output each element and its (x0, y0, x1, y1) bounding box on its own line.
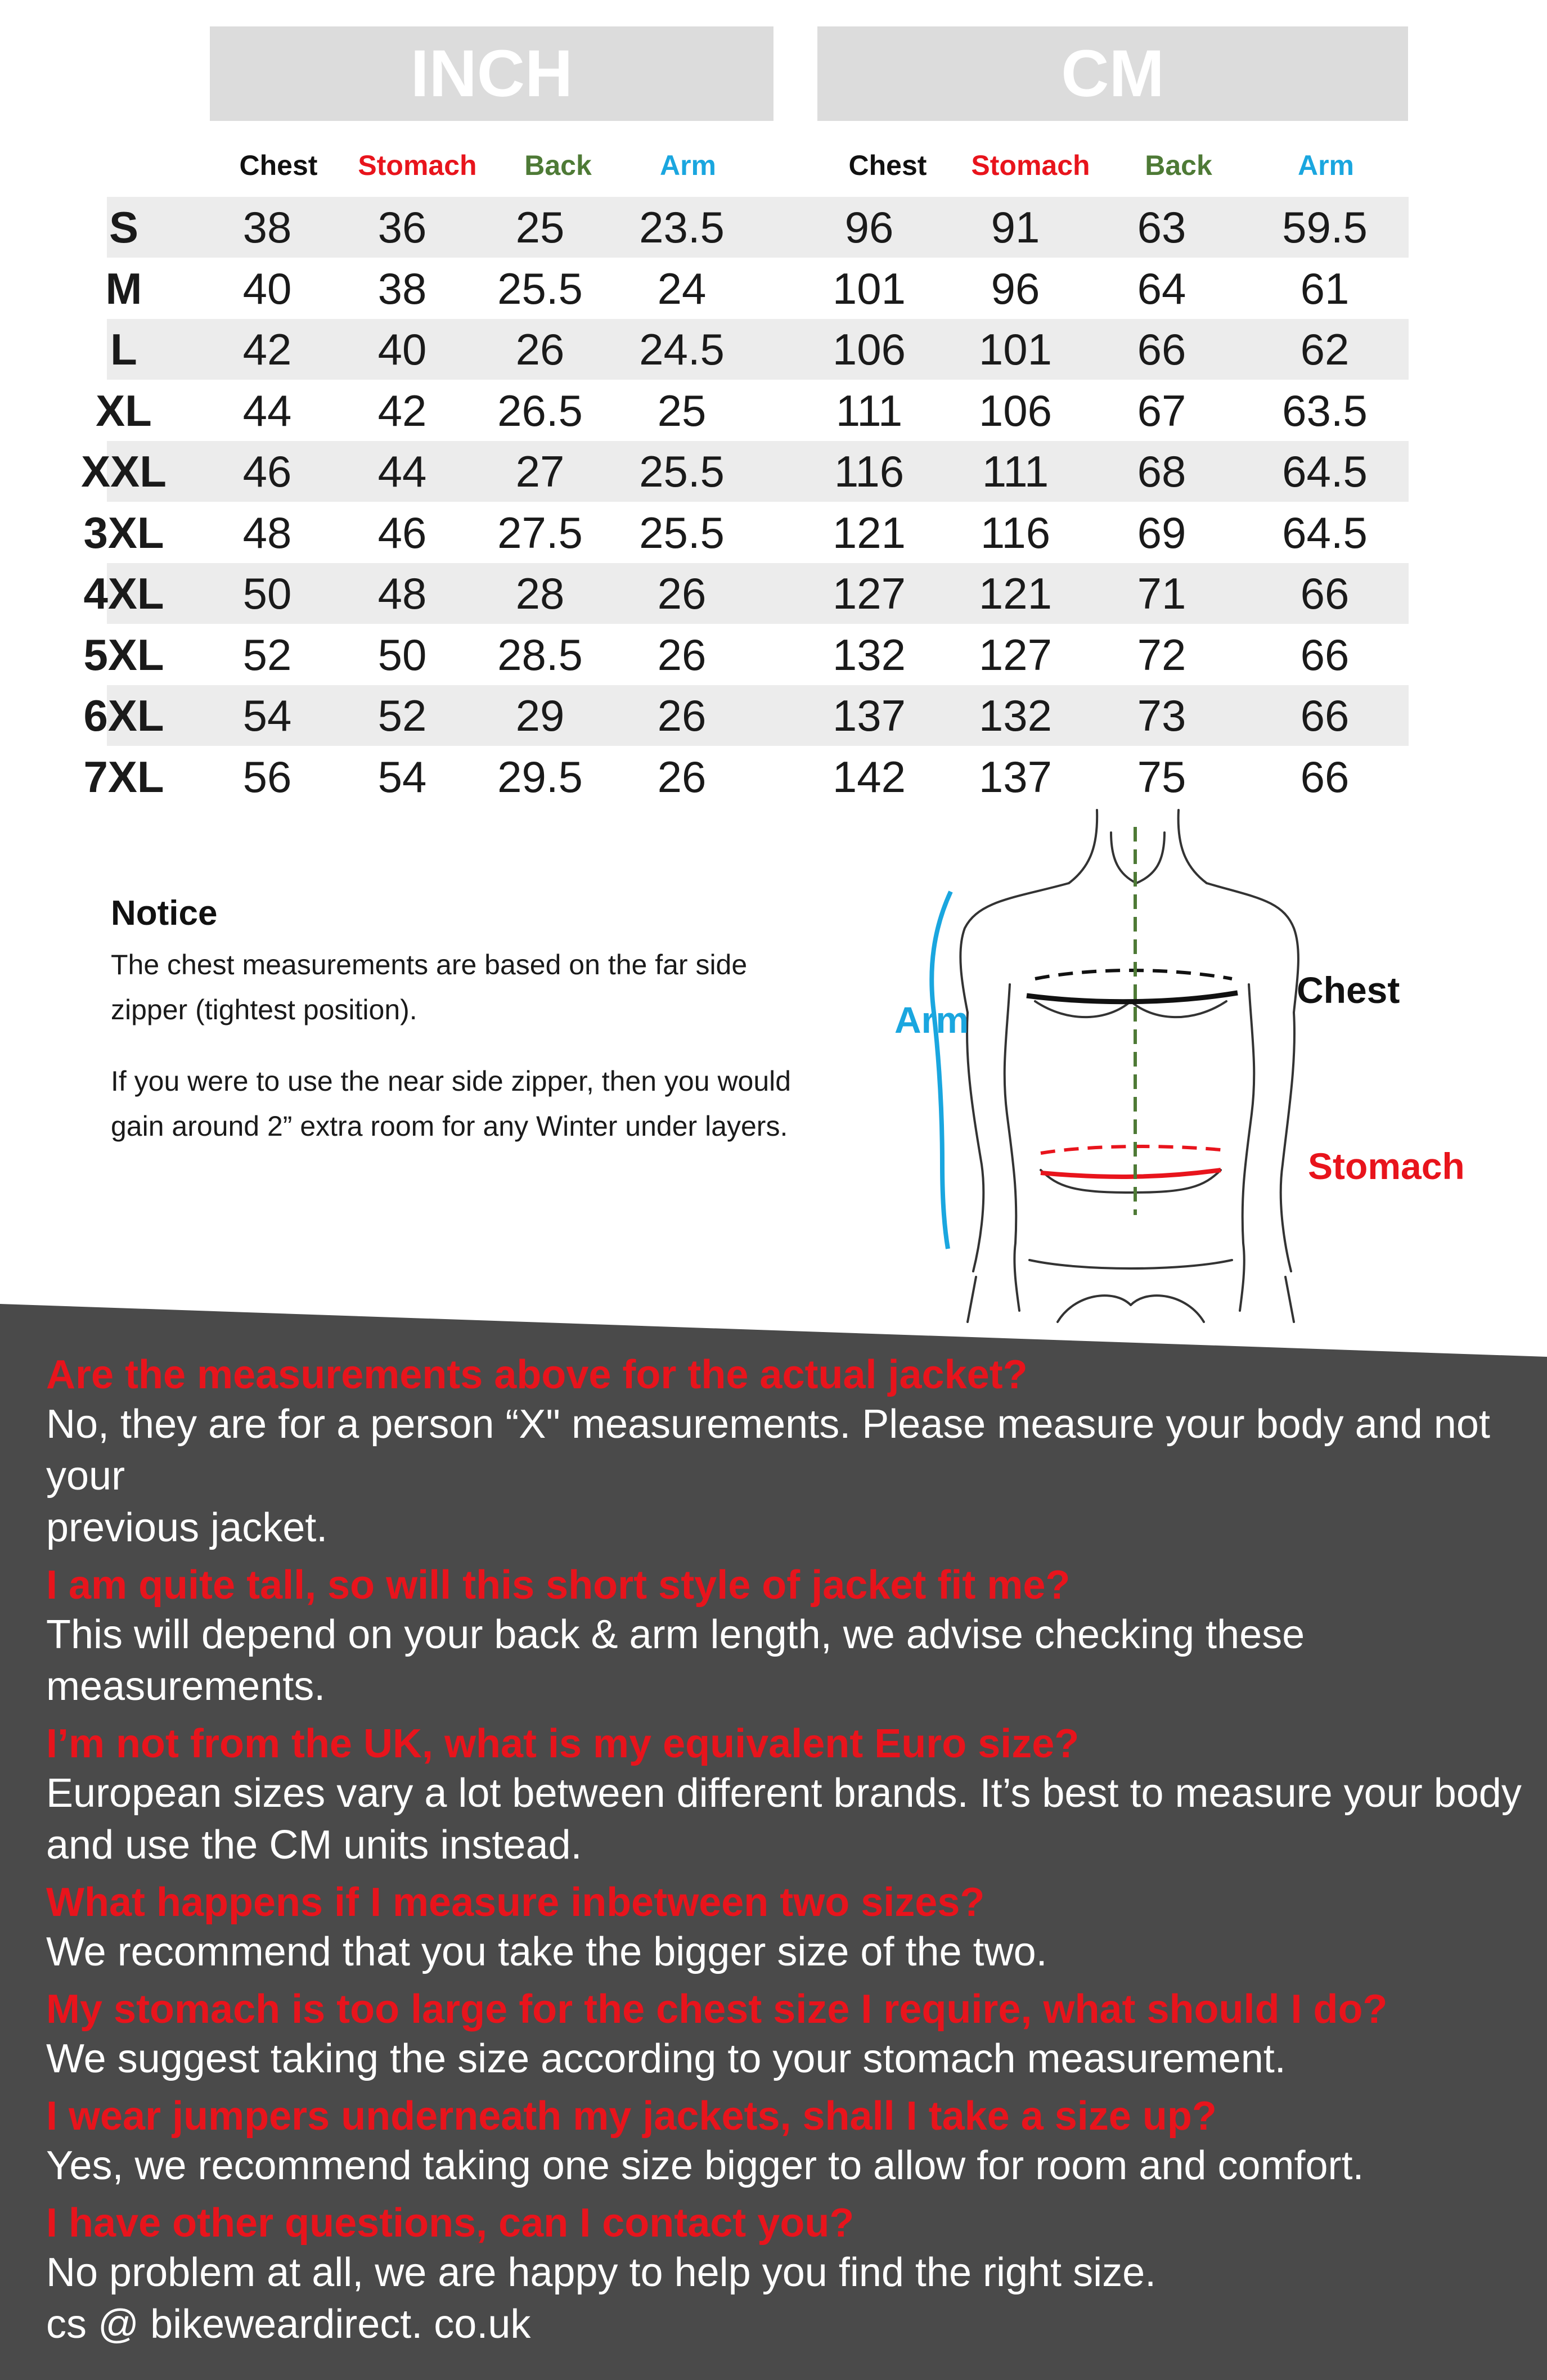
size-label: 3XL (83, 507, 164, 557)
inch-value-cell: 25.5 (639, 507, 725, 557)
inch-value-cell: 40 (377, 325, 427, 374)
faq-question: I am quite tall, so will this short style of jacket fit me? (46, 1563, 1071, 1608)
inch-value-cell: 54 (242, 691, 292, 740)
inch-value-cell: 29.5 (497, 752, 583, 802)
inch-value-cell: 24 (657, 263, 707, 313)
size-label: 7XL (83, 752, 164, 802)
cm-value-cell: 116 (980, 507, 1051, 557)
inch-value-cell: 25 (657, 385, 707, 435)
size-label: L (110, 325, 137, 374)
inch-value-cell: 42 (242, 325, 292, 374)
inch-value-cell: 42 (377, 385, 427, 435)
cm-value-cell: 137 (978, 752, 1053, 802)
inch-arm-header: Arm (659, 150, 717, 181)
stomach-label: Stomach (1308, 1145, 1465, 1187)
cm-value-cell: 101 (978, 325, 1053, 374)
inch-value-cell: 40 (242, 263, 292, 313)
faq-answer: No problem at all, we are happy to help you find the right size. cs @ bikeweardirect. co.uk (46, 2250, 1157, 2347)
faq-question: I wear jumpers underneath my jackets, shall I take a size up? (46, 2094, 1217, 2139)
inch-value-cell: 26 (657, 691, 707, 740)
size-label: XXL (81, 447, 167, 496)
cm-value-cell: 142 (832, 752, 906, 802)
faq-answer: This will depend on your back & arm length, we advise checking these measurements. (46, 1612, 1305, 1709)
contact-email[interactable]: cs @ bikeweardirect. co.uk (46, 2302, 531, 2347)
cm-value-cell: 91 (991, 203, 1040, 252)
faq-answer: Yes, we recommend taking one size bigger to allow for room and comfort. (46, 2143, 1364, 2188)
notice-line: zipper (tightest position). (111, 994, 417, 1025)
inch-value-cell: 25 (515, 203, 565, 252)
cm-value-cell: 137 (832, 691, 906, 740)
size-label: 6XL (83, 691, 164, 740)
inch-value-cell: 25.5 (497, 263, 583, 313)
inch-value-cell: 29 (515, 691, 565, 740)
faq-answer: European sizes vary a lot between different brands. It’s best to measure your body and use the CM units instead. (46, 1771, 1522, 1868)
cm-value-cell: 96 (991, 263, 1040, 313)
cm-value-cell: 61 (1300, 263, 1350, 313)
cm-value-cell: 72 (1137, 629, 1186, 680)
cm-value-cell: 71 (1137, 569, 1186, 618)
cm-value-cell: 59.5 (1282, 203, 1368, 252)
cm-value-cell: 116 (834, 447, 905, 496)
size-label: 4XL (83, 569, 164, 618)
inch-value-cell: 26 (657, 629, 707, 680)
cm-value-cell: 64.5 (1282, 447, 1368, 496)
faq-question: I’m not from the UK, what is my equivalent Euro size? (46, 1721, 1080, 1766)
cm-value-cell: 67 (1137, 385, 1186, 435)
faq-question: Are the measurements above for the actual jacket? (46, 1352, 1028, 1397)
cm-value-cell: 101 (832, 263, 906, 313)
inch-value-cell: 27 (515, 447, 565, 496)
cm-value-cell: 64 (1137, 263, 1186, 313)
inch-header: INCH (210, 26, 774, 121)
size-label: M (105, 263, 142, 313)
inch-value-cell: 52 (377, 691, 427, 740)
inch-back-header: Back (524, 150, 592, 181)
cm-value-cell: 69 (1137, 507, 1186, 557)
inch-value-cell: 25.5 (639, 447, 725, 496)
cm-value-cell: 127 (832, 569, 906, 618)
cm-value-cell: 75 (1137, 752, 1186, 802)
cm-value-cell: 66 (1300, 752, 1350, 802)
inch-value-cell: 26 (515, 325, 565, 374)
inch-value-cell: 46 (377, 507, 427, 557)
inch-value-cell: 26 (657, 752, 707, 802)
chest-label: Chest (1297, 969, 1400, 1011)
cm-value-cell: 66 (1300, 569, 1350, 618)
faq-answer: No, they are for a person “X" measurements. Please measure your body and not your previous jacket. (46, 1402, 1490, 1550)
inch-value-cell: 50 (242, 569, 292, 618)
inch-chest-header: Chest (239, 150, 318, 181)
cm-value-cell: 132 (978, 691, 1053, 740)
inch-value-cell: 24.5 (639, 325, 725, 374)
inch-value-cell: 48 (242, 507, 292, 557)
faq-question: I have other questions, can I contact you? (46, 2201, 855, 2246)
cm-value-cell: 64.5 (1282, 507, 1368, 557)
faq-question: What happens if I measure inbetween two sizes? (46, 1880, 985, 1925)
cm-value-cell: 62 (1300, 325, 1350, 374)
cm-value-cell: 96 (844, 203, 894, 252)
inch-value-cell: 50 (377, 629, 427, 680)
cm-value-cell: 127 (978, 629, 1053, 680)
size-label: XL (96, 385, 152, 435)
inch-value-cell: 52 (242, 629, 292, 680)
faq-answer: We recommend that you take the bigger size of the two. (46, 1929, 1047, 1974)
cm-value-cell: 106 (832, 325, 906, 374)
cm-value-cell: 111 (982, 447, 1049, 496)
inch-value-cell: 27.5 (497, 507, 583, 557)
inch-value-cell: 28.5 (497, 629, 583, 680)
cm-header: CM (817, 26, 1408, 121)
arm-label: Arm (894, 999, 969, 1041)
inch-value-cell: 44 (242, 385, 292, 435)
cm-value-cell: 63.5 (1282, 385, 1368, 435)
faq-question: My stomach is too large for the chest size I require, what should I do? (46, 1987, 1388, 2032)
notice-title: Notice (111, 894, 218, 933)
inch-value-cell: 26.5 (497, 385, 583, 435)
cm-value-cell: 111 (835, 385, 903, 435)
inch-stomach-header: Stomach (358, 150, 477, 181)
cm-value-cell: 132 (832, 629, 906, 680)
cm-back-header: Back (1145, 150, 1212, 181)
faq-section (46, 1351, 1531, 2358)
cm-arm-header: Arm (1297, 150, 1355, 181)
inch-value-cell: 38 (377, 263, 427, 313)
notice-line: If you were to use the near side zipper, then you would (111, 1065, 792, 1097)
inch-value-cell: 54 (377, 752, 427, 802)
cm-value-cell: 68 (1137, 447, 1186, 496)
inch-value-cell: 38 (242, 203, 292, 252)
inch-value-cell: 48 (377, 569, 427, 618)
size-label: 5XL (83, 629, 164, 680)
notice-line: The chest measurements are based on the far side (111, 949, 748, 980)
cm-value-cell: 106 (978, 385, 1053, 435)
cm-value-cell: 73 (1137, 691, 1186, 740)
inch-value-cell: 23.5 (639, 203, 725, 252)
cm-value-cell: 66 (1300, 691, 1350, 740)
faq-answer: We suggest taking the size according to your stomach measurement. (46, 2036, 1286, 2081)
cm-value-cell: 121 (832, 507, 906, 557)
inch-value-cell: 28 (515, 569, 565, 618)
size-label: S (109, 203, 139, 252)
inch-value-cell: 26 (657, 569, 707, 618)
inch-value-cell: 56 (242, 752, 292, 802)
cm-value-cell: 63 (1137, 203, 1186, 252)
inch-value-cell: 36 (377, 203, 427, 252)
cm-chest-header: Chest (848, 150, 927, 181)
cm-value-cell: 66 (1137, 325, 1186, 374)
cm-value-cell: 66 (1300, 629, 1350, 680)
notice-line: gain around 2” extra room for any Winter under layers. (111, 1110, 788, 1142)
inch-value-cell: 44 (377, 447, 427, 496)
cm-stomach-header: Stomach (971, 150, 1090, 181)
inch-value-cell: 46 (242, 447, 292, 496)
cm-value-cell: 121 (978, 569, 1053, 618)
